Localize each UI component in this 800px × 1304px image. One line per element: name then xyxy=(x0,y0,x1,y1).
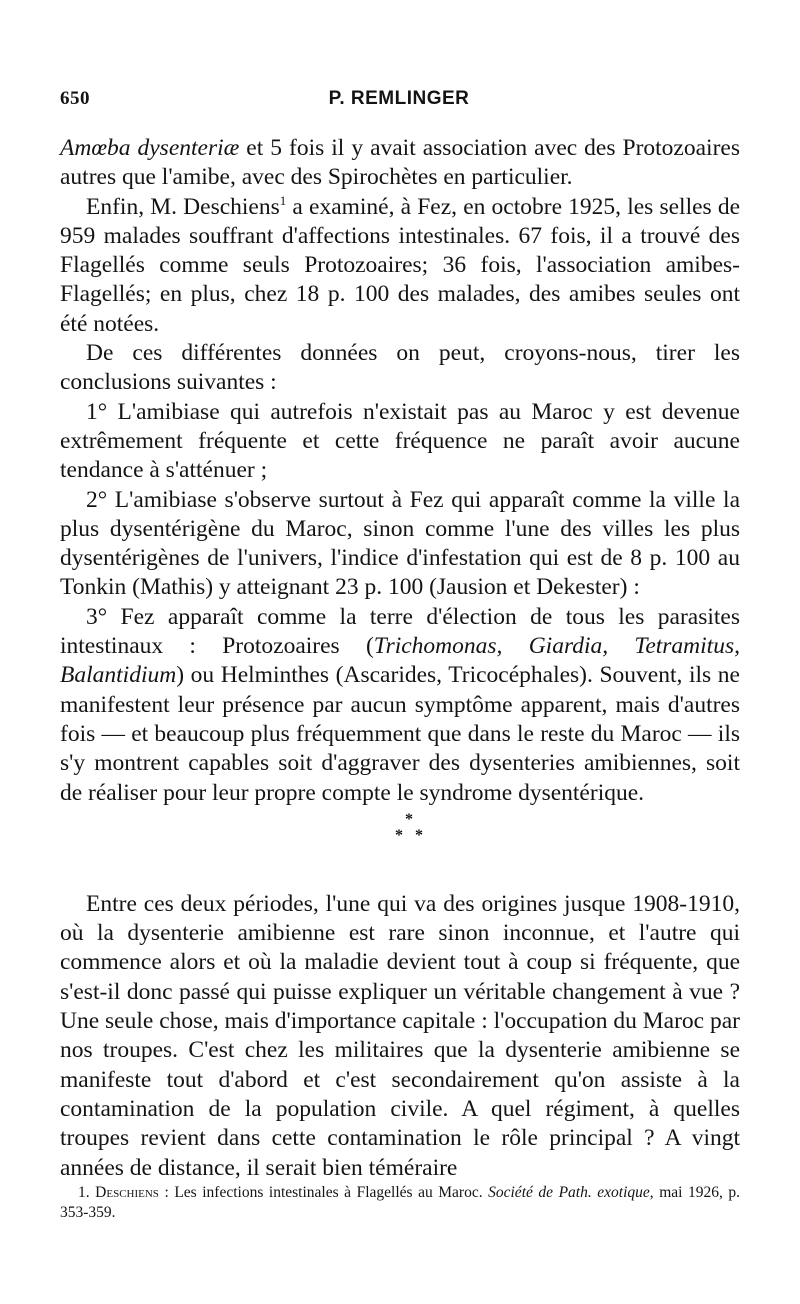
paragraph-3: De ces différentes données on peut, croyons-nous, tirer les conclusions suivantes : xyxy=(60,340,740,396)
footnote-journal: Société de Path. exotique xyxy=(488,1184,650,1201)
conclusion-2: 2° L'amibiase s'observe surtout à Fez qui apparaît comme la ville la plus dysentérigène du Maroc, sinon comme l'une des villes les plus dysentérigènes de l'univers, l'indice d'infestation qui est de 8 p. 100 au Tonkin (Mathis) y atteignant 23 p. 100 (Jausion et Dekester) : xyxy=(60,486,740,601)
footnote-reference[interactable]: 1 xyxy=(279,192,287,208)
footnote-author: Deschiens xyxy=(95,1184,159,1201)
paragraph-1-text: et 5 fois il y avait association avec des Protozoaires autres que l'amibe, avec des Spirochètes en particulier. xyxy=(60,135,740,191)
footnote-title: : Les infections intestinales à Flagellés au Maroc. xyxy=(158,1184,489,1201)
conclusion-3-text: ) ou Helminthes (Ascarides, Tricocéphales). Souvent, ils ne manifestent leur présence par aucun symptôme apparent, mais d'autres fois — et beaucoup plus fréquemment que dans le reste du Maroc — ils s'y montrent capables soit d'aggraver des dysenteries amibiennes, soit de réaliser pour leur propre compte le syndrome dysentérique. xyxy=(60,662,740,806)
running-head: P. REMLINGER xyxy=(328,88,470,109)
footnote-number: 1. xyxy=(78,1184,90,1201)
footnote-citation: , mai 1926, p. 353-359. xyxy=(60,1184,741,1221)
conclusion-3 xyxy=(60,603,740,808)
section-break-asterism xyxy=(60,812,740,844)
protozoa-names: Trichomonas, Giardia, Tetramitus, Balantidium xyxy=(60,633,740,689)
body-text xyxy=(60,134,740,1183)
asterism-bottom: * * xyxy=(395,826,423,844)
species-name: Amœba dysenteriæ xyxy=(60,135,240,161)
footnote xyxy=(60,1183,740,1223)
paragraph-4: Entre ces deux périodes, l'une qui va des origines jusque 1908-1910, où la dysenterie amibienne est rare sinon inconnue, et l'autre qui commence alors et où la maladie devient tout à coup si fréquente, que s'est-il donc passé qui puisse expliquer un véritable changement à vue ? Une seule chose, mais d'importance capitale : l'occupation du Maroc par nos troupes. C'est chez les militaires que la dysenterie amibienne se manifeste tout d'abord et c'est secondairement qu'on assiste à la contamination de la population civile. A quel régiment, à quelles troupes revient dans cette contamination le rôle principal ? A vingt années de distance, il serait bien téméraire xyxy=(60,890,740,1181)
conclusion-3-start: 3° Fez apparaît comme la terre d'élection de tous les parasites intestinaux : Protozoaires ( xyxy=(60,603,740,660)
paragraph-1 xyxy=(60,134,740,193)
footnote-1 xyxy=(60,1183,740,1223)
paragraph-2-text: a examiné, à Fez, en octobre 1925, les selles de 959 malades souffrant d'affections intestinales. 67 fois, il a trouvé des Flagellés comme seuls Protozoaires; 36 fois, l'association amibes-Flagellés; en plus, chez 18 p. 100 des malades, des amibes seules ont été notées. xyxy=(60,193,741,337)
asterism-top: * xyxy=(405,810,413,828)
page-header xyxy=(60,88,738,118)
paragraph-2 xyxy=(60,193,740,339)
page-number: 650 xyxy=(60,88,90,109)
conclusion-1: 1° L'amibiase qui autrefois n'existait pas au Maroc y est devenue extrêmement fréquente et cette fréquence ne paraît avoir aucune tendance à s'atténuer ; xyxy=(60,398,740,484)
paragraph-2-start: Enfin, M. Deschiens xyxy=(86,193,280,220)
